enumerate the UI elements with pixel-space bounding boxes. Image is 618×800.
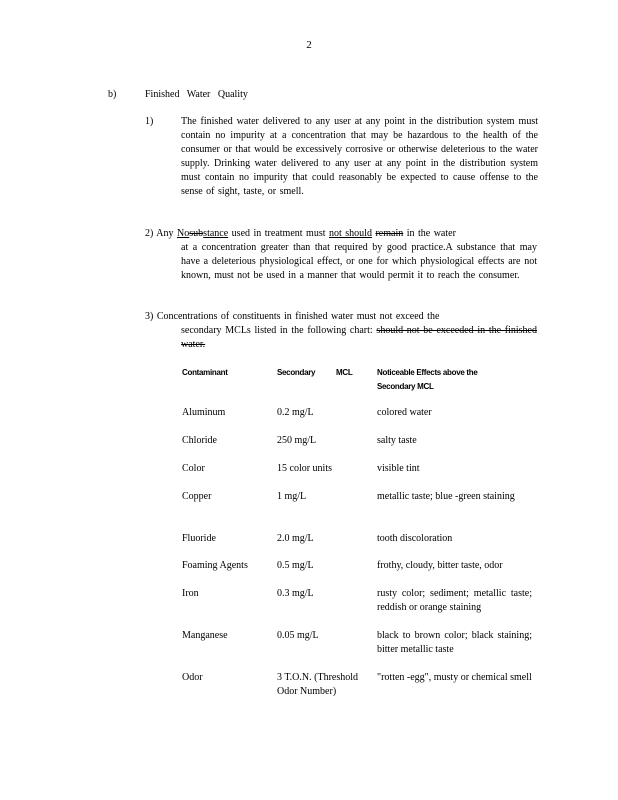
item-2-first-line — [145, 227, 537, 241]
item-1-number: 1) — [145, 116, 154, 127]
page-number: 2 — [306, 39, 312, 51]
item-2-underlined-not-should: not should — [329, 228, 372, 239]
cell-contaminant: Color — [182, 463, 205, 474]
cell-contaminant: Odor — [182, 672, 203, 683]
cell-contaminant: Foaming Agents — [182, 560, 248, 571]
cell-contaminant: Copper — [182, 491, 212, 502]
item-3-rest — [145, 324, 537, 352]
item-3-struck-text: should not be exceeded in the finished water. — [181, 325, 537, 350]
item-2-lead: Any — [156, 228, 174, 239]
cell-effects: salty taste — [377, 435, 417, 446]
cell-mcl: 15 color units — [277, 463, 332, 474]
table-header-effects: Noticeable Effects above the Secondary MCL — [377, 368, 478, 391]
table-header-mcl-word-2: MCL — [336, 368, 353, 377]
cell-contaminant: Aluminum — [182, 407, 226, 418]
item-2 — [145, 227, 537, 283]
item-3-first-line — [145, 311, 439, 322]
cell-effects: frothy, cloudy, bitter taste, odor — [377, 560, 503, 571]
cell-mcl: 2.0 mg/L — [277, 533, 314, 544]
cell-mcl: 0.05 mg/L — [277, 630, 319, 641]
item-2-struck-sub: sub — [189, 228, 204, 239]
item-2-middle-2: in the water — [406, 228, 456, 239]
cell-contaminant: Chloride — [182, 435, 217, 446]
cell-effects: black to brown color; black staining; bitter metallic taste — [377, 630, 532, 655]
table-header-contaminant: Contaminant — [182, 368, 228, 377]
section-marker: b) — [108, 89, 117, 100]
cell-mcl: 0.2 mg/L — [277, 407, 314, 418]
cell-contaminant: Fluoride — [182, 533, 216, 544]
item-2-middle-1: used in treatment must — [231, 228, 326, 239]
cell-effects: metallic taste; blue -green staining — [377, 491, 515, 502]
cell-mcl: 3 T.O.N. (Threshold Odor Number) — [277, 672, 359, 697]
cell-mcl: 0.5 mg/L — [277, 560, 314, 571]
cell-mcl: 0.3 mg/L — [277, 588, 314, 599]
item-3-number: 3) — [145, 311, 154, 322]
item-2-number: 2) — [145, 228, 154, 239]
item-2-underlined-stance: stance — [203, 228, 229, 239]
item-2-struck-remain: remain — [375, 228, 404, 239]
cell-effects: tooth discoloration — [377, 533, 453, 544]
cell-contaminant: Iron — [182, 588, 199, 599]
item-2-rest: at a concentration greater than that required by good practice.A substance that may have a deleterious physiological effect, or one for which physiological effects are not known, must not be used in a manner that would permit it to reach the consumer. — [181, 242, 537, 281]
cell-effects: colored water — [377, 407, 432, 418]
cell-effects: visible tint — [377, 463, 420, 474]
item-2-inserted-no: No — [177, 228, 190, 239]
table-header-mcl-word-1: Secondary — [277, 368, 316, 377]
cell-effects: rusty color; sediment; metallic taste; reddish or orange staining — [377, 588, 532, 613]
item-3-lead: Concentrations of constituents in finished water must not exceed the — [156, 311, 440, 322]
cell-mcl: 250 mg/L — [277, 435, 317, 446]
cell-effects: "rotten -egg", musty or chemical smell — [377, 672, 532, 683]
cell-contaminant: Manganese — [182, 630, 228, 641]
cell-mcl: 1 mg/L — [277, 491, 307, 502]
section-title: Finished Water Quality — [145, 89, 248, 100]
item-3 — [145, 310, 537, 352]
item-3-text-before-strike: secondary MCLs listed in the following chart: — [181, 325, 373, 336]
item-1-text: The finished water delivered to any user at any point in the distribution system must contain no impurity at a concentration that may be hazardous to the health of the consumer or that would be excessively corrosive or otherwise deleterious to the water supply. Drinking water delivered to any user at any point in the distribution system must contain no impurity that could reasonably be expected to cause offense to the sense of sight, taste, or smell. — [181, 116, 538, 197]
